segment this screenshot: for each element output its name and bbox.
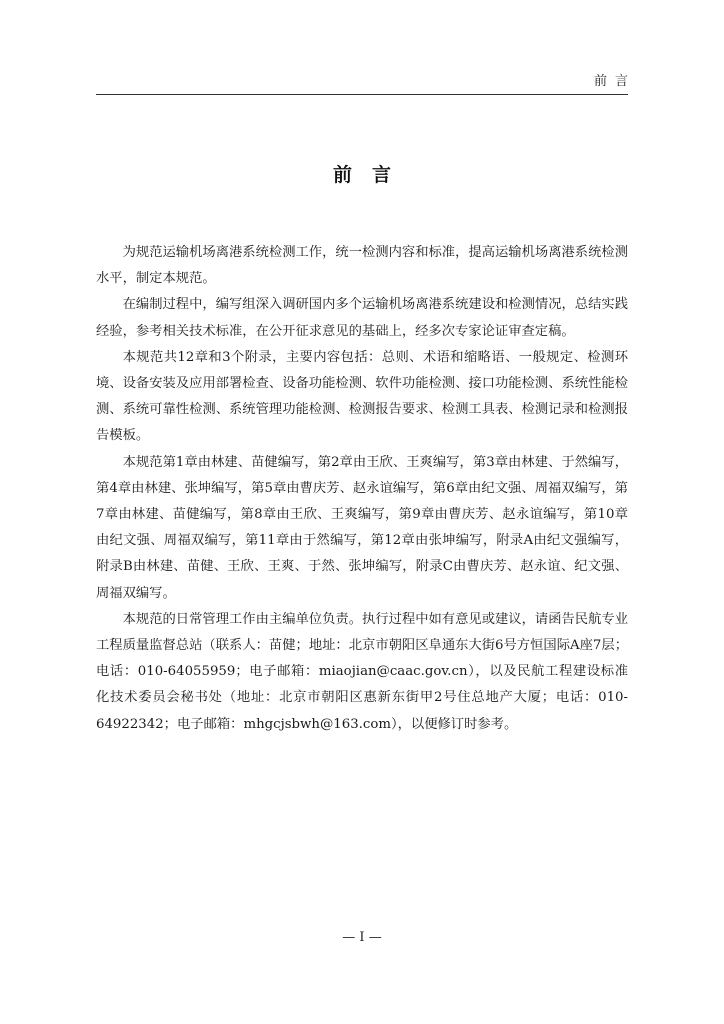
paragraph-authors: 本规范第1章由林建、苗健编写，第2章由王欣、王爽编写，第3章由林建、于然编写，第4章由林建、张坤编写，第5章由曹庆芳、赵永谊编写，第6章由纪文强、周福双编写，第7章由林建、苗健编写，第8章由王欣、王爽编写，第9章由曹庆芳、赵永谊编写，第10章由纪文强、周福双编写，第11章由于然编写，第12章由张坤编写，附录A由纪文强编写，附录B由林建、苗健、王欣、王爽、于然、张坤编写，附录C由曹庆芳、赵永谊、纪文强、周福双编写。 <box>96 454 628 601</box>
foreword-body <box>96 240 628 738</box>
page-number: — I — <box>342 930 382 945</box>
header-divider <box>96 94 628 95</box>
running-header: 前言 <box>593 74 636 89</box>
paragraph-contact: 本规范的日常管理工作由主编单位负责。执行过程中如有意见或建议，请函告民航专业工程质量监督总站（联系人：苗健；地址：北京市朝阳区阜通东大街6号方恒国际A座7层；电话：010-64055959；电子邮箱：miaojian@caac.gov.cn），以及民航工程建设标准化技术委员会秘书处（地址：北京市朝阳区惠新东街甲2号住总地产大厦；电话：010-64922342；电子邮箱：mhgcjsbwh@163.com），以便修订时参考。 <box>96 611 628 732</box>
paragraph-purpose: 为规范运输机场离港系统检测工作，统一检测内容和标准，提高运输机场离港系统检测水平，制定本规范。 <box>96 245 628 287</box>
page-title: 前言 <box>332 164 411 186</box>
paragraph-compilation: 在编制过程中，编写组深入调研国内多个运输机场离港系统建设和检测情况，总结实践经验，参考相关技术标准，在公开征求意见的基础上，经多次专家论证审查定稿。 <box>96 297 628 339</box>
paragraph-contents: 本规范共12章和3个附录，主要内容包括：总则、术语和缩略语、一般规定、检测环境、设备安装及应用部署检查、设备功能检测、软件功能检测、接口功能检测、系统性能检测、系统可靠性检测、系统管理功能检测、检测报告要求、检测工具表、检测记录和检测报告模板。 <box>96 349 628 444</box>
